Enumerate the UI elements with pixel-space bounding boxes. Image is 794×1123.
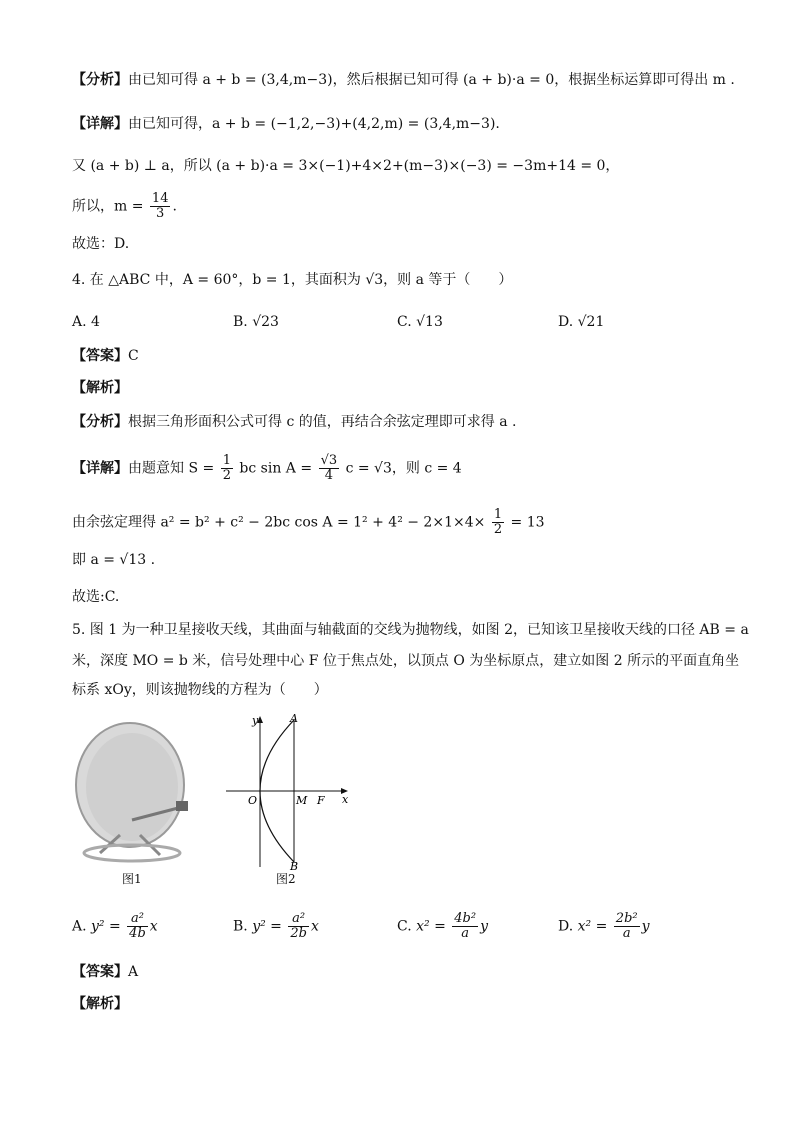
q5-b-label: B. (233, 918, 248, 935)
detail-tag: 【详解】 (72, 116, 128, 132)
q5-option-c[interactable] (397, 912, 488, 941)
label-b: B (290, 860, 299, 872)
q5-b-den: 2b (290, 926, 307, 941)
q5-a-num: a² (127, 912, 148, 927)
detail-prefix: 由题意知 S = (128, 460, 215, 477)
result-m-suffix: . (172, 198, 177, 215)
q5-d-den: a (622, 926, 631, 941)
cosine-half-fraction (492, 508, 504, 537)
perpendicular-text: 又 (a + b) ⊥ a，所以 (a + b)·a = 3×(−1)+4×2+(m−3)×(−3) = −3m+14 = 0， (72, 158, 620, 174)
m-fraction-num: 14 (151, 191, 169, 206)
q5-option-d[interactable] (558, 912, 650, 941)
perpendicular-line (72, 156, 619, 176)
half-fraction (221, 454, 233, 483)
question-5-line-3 (72, 680, 328, 700)
explanation-tag: 【解析】 (72, 996, 128, 1012)
question-5-text-3: 标系 xOy，则该抛物线的方程为（ ） (72, 682, 328, 698)
q5-a-lhs: y² = (91, 918, 121, 935)
q5-a-label: A. (72, 918, 87, 935)
analysis-line-1 (72, 70, 735, 90)
analysis-tag: 【分析】 (72, 72, 128, 88)
half-den: 2 (222, 468, 231, 483)
m-fraction-den: 3 (156, 206, 165, 221)
analysis-text: 由已知可得 a + b = (3,4,m−3)，然后根据已知可得 (a + b)·a = 0，根据坐标运算即可得出 m . (128, 72, 735, 88)
q5-b-fraction (288, 912, 309, 941)
q4-option-d[interactable]: D. √21 (558, 314, 605, 330)
analysis-line-2 (72, 412, 516, 432)
figure-1-caption: 图1 (122, 872, 142, 886)
label-y: y (252, 714, 259, 727)
parabola-diagram (222, 712, 362, 872)
q5-a-fraction (127, 912, 148, 941)
q5-d-var: y (641, 918, 650, 935)
question-4-text: 4. 在 △ABC 中，A = 60°，b = 1，其面积为 √3，则 a 等于（ ） (72, 272, 513, 288)
feed-horn (176, 801, 188, 811)
detail-text: 由已知可得，a + b = (−1,2,−3)+(4,2,m) = (3,4,m−3). (128, 116, 500, 132)
q5-option-b[interactable] (233, 912, 319, 941)
question-5-text-2: 米，深度 MO = b 米，信号处理中心 F 位于焦点处，以顶点 O 为坐标原点，建立如图 2 所示的平面直角坐 (72, 653, 740, 669)
q4-option-a[interactable]: A. 4 (72, 314, 100, 330)
choose-d-text: 故选：D. (72, 236, 130, 252)
result-a-text: 即 a = √13 . (72, 552, 156, 568)
answer-value: A (128, 964, 139, 980)
answer-value: C (128, 348, 139, 364)
result-a-line (72, 550, 155, 570)
root3-num: √3 (320, 453, 338, 468)
cosine-law-suffix: = 13 (510, 514, 545, 531)
q5-d-lhs: x² = (577, 918, 608, 935)
label-o: O (248, 794, 258, 807)
answer-tag: 【答案】 (72, 348, 128, 364)
choose-c-text: 故选:C. (72, 589, 120, 605)
q5-b-lhs: y² = (252, 918, 282, 935)
label-a: A (290, 712, 298, 725)
question-4 (72, 270, 512, 290)
q4-option-c[interactable]: C. √13 (397, 314, 443, 330)
question-5-text-1: 5. 图 1 为一种卫星接收天线，其曲面与轴截面的交线为抛物线，如图 2，已知该卫星接收天线的口径 AB = a (72, 622, 749, 638)
result-m-line (72, 192, 177, 221)
explanation-heading-4 (72, 378, 128, 398)
detail-suffix: c = √3，则 c = 4 (345, 460, 462, 477)
q5-c-var: y (480, 918, 489, 935)
q5-option-a[interactable] (72, 912, 158, 941)
answer-line-4 (72, 346, 139, 366)
root3-fraction (319, 454, 340, 483)
m-fraction (150, 192, 171, 221)
detail-line-1 (72, 114, 500, 134)
q5-d-fraction (614, 912, 640, 941)
q5-d-label: D. (558, 918, 574, 935)
label-x: x (342, 793, 349, 806)
dish-surface (86, 733, 178, 841)
cosine-law-prefix: 由余弦定理得 a² = b² + c² − 2bc cos A = 1² + 4² − 2×1×4× (72, 514, 486, 531)
detail-mid: bc sin A = (239, 460, 313, 477)
analysis-text: 根据三角形面积公式可得 c 的值，再结合余弦定理即可求得 a . (128, 414, 517, 430)
q5-b-num: a² (288, 912, 309, 927)
question-5-line-1 (72, 620, 749, 640)
q5-c-num: 4b² (454, 911, 477, 926)
q5-a-var: x (149, 918, 158, 935)
explanation-heading-5 (72, 994, 128, 1014)
half-num: 1 (222, 453, 231, 468)
answer-line-5 (72, 962, 138, 982)
analysis-tag: 【分析】 (72, 414, 128, 430)
q5-a-den: 4b (129, 926, 146, 941)
question-5-line-2 (72, 651, 739, 671)
q4-option-b[interactable]: B. √23 (233, 314, 279, 330)
answer-tag: 【答案】 (72, 964, 128, 980)
q5-b-var: x (310, 918, 319, 935)
label-f: F (317, 794, 325, 807)
q5-d-num: 2b² (615, 911, 638, 926)
result-m-prefix: 所以，m = (72, 198, 144, 215)
explanation-tag: 【解析】 (72, 380, 128, 396)
figure-2-caption: 图2 (276, 872, 296, 886)
choose-d-line (72, 234, 129, 254)
q5-c-den: a (461, 926, 470, 941)
cosine-half-den: 2 (493, 522, 503, 537)
q5-c-lhs: x² = (416, 918, 446, 935)
satellite-dish-figure (70, 715, 200, 865)
detail-line-2 (72, 454, 462, 483)
detail-tag: 【详解】 (72, 460, 128, 477)
root3-den: 4 (324, 468, 333, 483)
cosine-half-num: 1 (493, 507, 503, 522)
q5-c-label: C. (397, 918, 412, 935)
q5-c-fraction (452, 912, 478, 941)
label-m: M (296, 794, 308, 807)
choose-c-line (72, 587, 119, 607)
cosine-law-line (72, 508, 545, 537)
